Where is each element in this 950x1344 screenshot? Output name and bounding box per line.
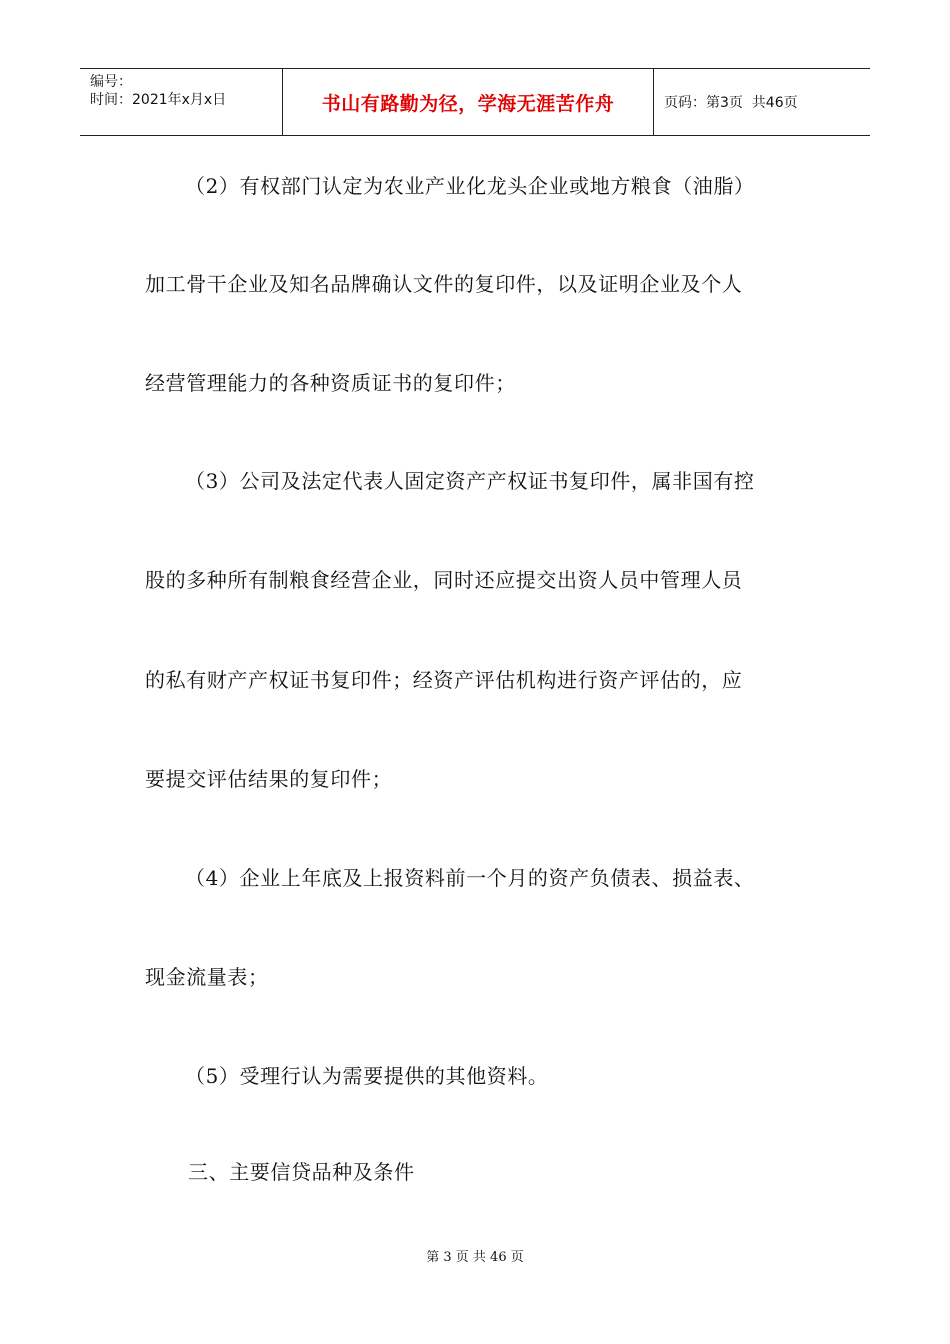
body-line: （4）企业上年底及上报资料前一个月的资产负债表、损益表、 bbox=[185, 866, 755, 890]
body-line: （2）有权部门认定为农业产业化龙头企业或地方粮食（油脂） bbox=[185, 174, 755, 198]
body-line: 现金流量表； bbox=[145, 965, 269, 989]
header-motto: 书山有路勤为径，学海无涯苦作舟 bbox=[282, 69, 654, 135]
document-header bbox=[80, 68, 870, 136]
header-number-label: 编号： bbox=[90, 74, 132, 90]
body-line: 股的多种所有制粮食经营企业，同时还应提交出资人员中管理人员 bbox=[145, 568, 743, 592]
header-page-info: 页码：第3页 共46页 bbox=[664, 95, 798, 111]
body-line: 的私有财产产权证书复印件；经资产评估机构进行资产评估的，应 bbox=[145, 668, 743, 692]
body-line: 要提交评估结果的复印件； bbox=[145, 767, 393, 791]
body-line: （5）受理行认为需要提供的其他资料。 bbox=[185, 1064, 549, 1088]
body-line: （3）公司及法定代表人固定资产产权证书复印件，属非国有控 bbox=[185, 469, 755, 493]
page-footer: 第 3 页 共 46 页 bbox=[426, 1250, 524, 1265]
section-heading: 三、主要信贷品种及条件 bbox=[188, 1160, 415, 1184]
header-time-label: 时间：2021年x月x日 bbox=[90, 92, 227, 108]
body-line: 加工骨干企业及知名品牌确认文件的复印件，以及证明企业及个人 bbox=[145, 272, 743, 296]
header-meta bbox=[80, 69, 282, 135]
body-line: 经营管理能力的各种资质证书的复印件； bbox=[145, 371, 516, 395]
